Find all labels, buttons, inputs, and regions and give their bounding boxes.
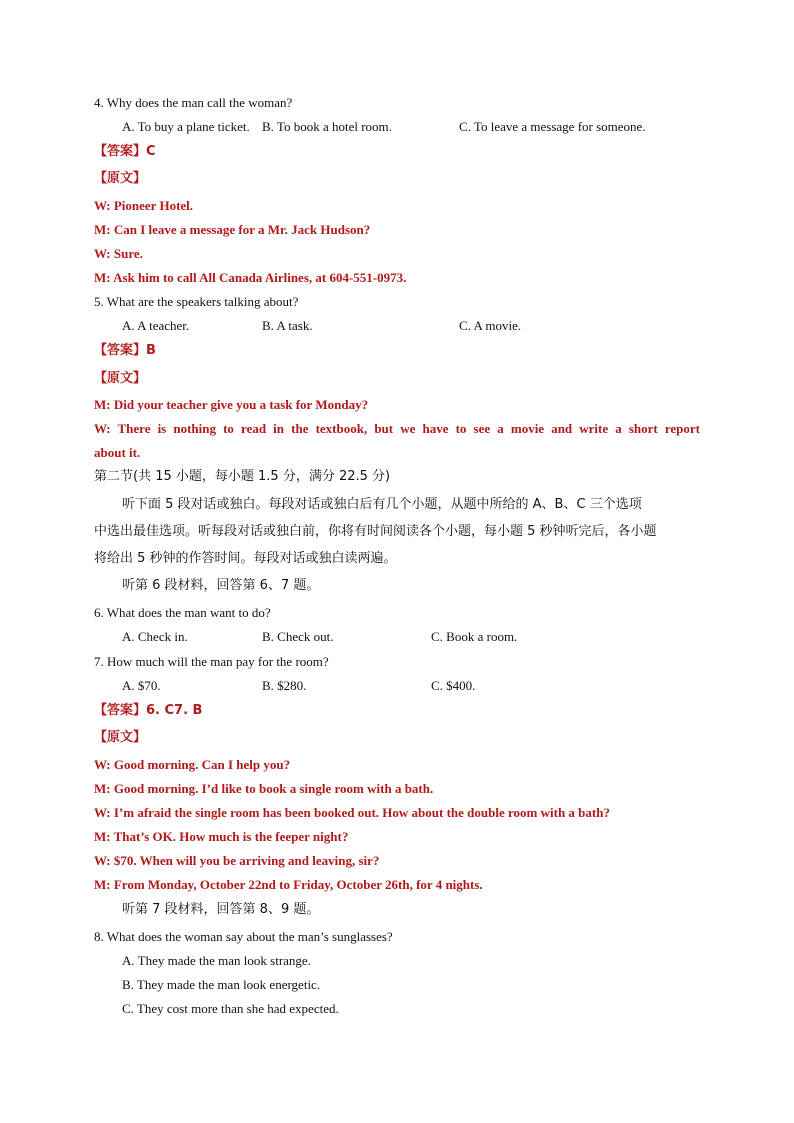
q5-transcript-line-cont: about it. — [94, 445, 141, 460]
q5-option-b: B. A task. — [262, 318, 313, 333]
q4-answer: 【答案】C — [94, 144, 156, 159]
question-7: 7. How much will the man pay for the room? — [94, 654, 329, 669]
q4-transcript-line: W: Sure. — [94, 246, 143, 261]
q6-7-transcript-line: M: From Monday, October 22nd to Friday, October 26th, for 4 nights. — [94, 877, 483, 892]
question-4: 4. Why does the man call the woman? — [94, 95, 293, 110]
section-2-instruction: 中选出最佳选项。听每段对话或独白前，你将有时间阅读各个小题，每小题 5 秒钟听完后，各小题 — [94, 524, 657, 539]
listen-instruction-6-7: 听第 6 段材料，回答第 6、7 题。 — [122, 578, 320, 593]
listen-instruction-8-9: 听第 7 段材料，回答第 8、9 题。 — [122, 902, 320, 917]
q5-option-a: A. A teacher. — [122, 318, 190, 333]
section-2-instruction: 将给出 5 秒钟的作答时间。每段对话或独白读两遍。 — [94, 551, 397, 566]
q6-option-c: C. Book a room. — [431, 629, 518, 644]
q6-7-transcript-line: W: I’m afraid the single room has been booked out. How about the double room with a bath? — [94, 805, 610, 820]
q6-7-transcript-line: M: Good morning. I’d like to book a single room with a bath. — [94, 781, 434, 796]
q5-source-label: 【原文】 — [94, 371, 147, 386]
q6-7-transcript-line: M: That’s OK. How much is the feeper night? — [94, 829, 349, 844]
question-5: 5. What are the speakers talking about? — [94, 294, 299, 309]
q8-option-a: A. They made the man look strange. — [122, 953, 311, 968]
section-2-instruction: 听下面 5 段对话或独白。每段对话或独白后有几个小题，从题中所给的 A、B、C 三个选项 — [122, 497, 642, 512]
q5-transcript-line: M: Did your teacher give you a task for Monday? — [94, 397, 369, 412]
q4-option-c: C. To leave a message for someone. — [459, 119, 646, 134]
q7-option-b: B. $280. — [262, 678, 307, 693]
q4-transcript-line: M: Ask him to call All Canada Airlines, at 604-551-0973. — [94, 270, 407, 285]
q8-option-c: C. They cost more than she had expected. — [122, 1001, 339, 1016]
q6-7-answer: 【答案】6. C7. B — [94, 703, 203, 718]
q6-7-transcript-line: W: Good morning. Can I help you? — [94, 757, 291, 772]
q7-option-c: C. $400. — [431, 678, 476, 693]
q6-7-source-label: 【原文】 — [94, 730, 147, 745]
q6-7-transcript-line: W: $70. When will you be arriving and leaving, sir? — [94, 853, 380, 868]
q7-option-a: A. $70. — [122, 678, 161, 693]
question-8: 8. What does the woman say about the man’s sunglasses? — [94, 929, 393, 944]
q4-transcript-line: W: Pioneer Hotel. — [94, 198, 194, 213]
question-6: 6. What does the man want to do? — [94, 605, 271, 620]
q6-option-b: B. Check out. — [262, 629, 334, 644]
q5-option-c: C. A movie. — [459, 318, 522, 333]
q4-source-label: 【原文】 — [94, 171, 147, 186]
q5-answer: 【答案】B — [94, 343, 156, 358]
section-2-heading: 第二节(共 15 小题，每小题 1.5 分，满分 22.5 分) — [94, 469, 391, 484]
q8-option-b: B. They made the man look energetic. — [122, 977, 321, 992]
q5-transcript-line: W: There is nothing to read in the textbook, but we have to see a movie and write a short report — [94, 421, 700, 436]
q4-transcript-line: M: Can I leave a message for a Mr. Jack Hudson? — [94, 222, 371, 237]
q6-option-a: A. Check in. — [122, 629, 188, 644]
q4-option-b: B. To book a hotel room. — [262, 119, 392, 134]
q4-option-a: A. To buy a plane ticket. — [122, 119, 250, 134]
